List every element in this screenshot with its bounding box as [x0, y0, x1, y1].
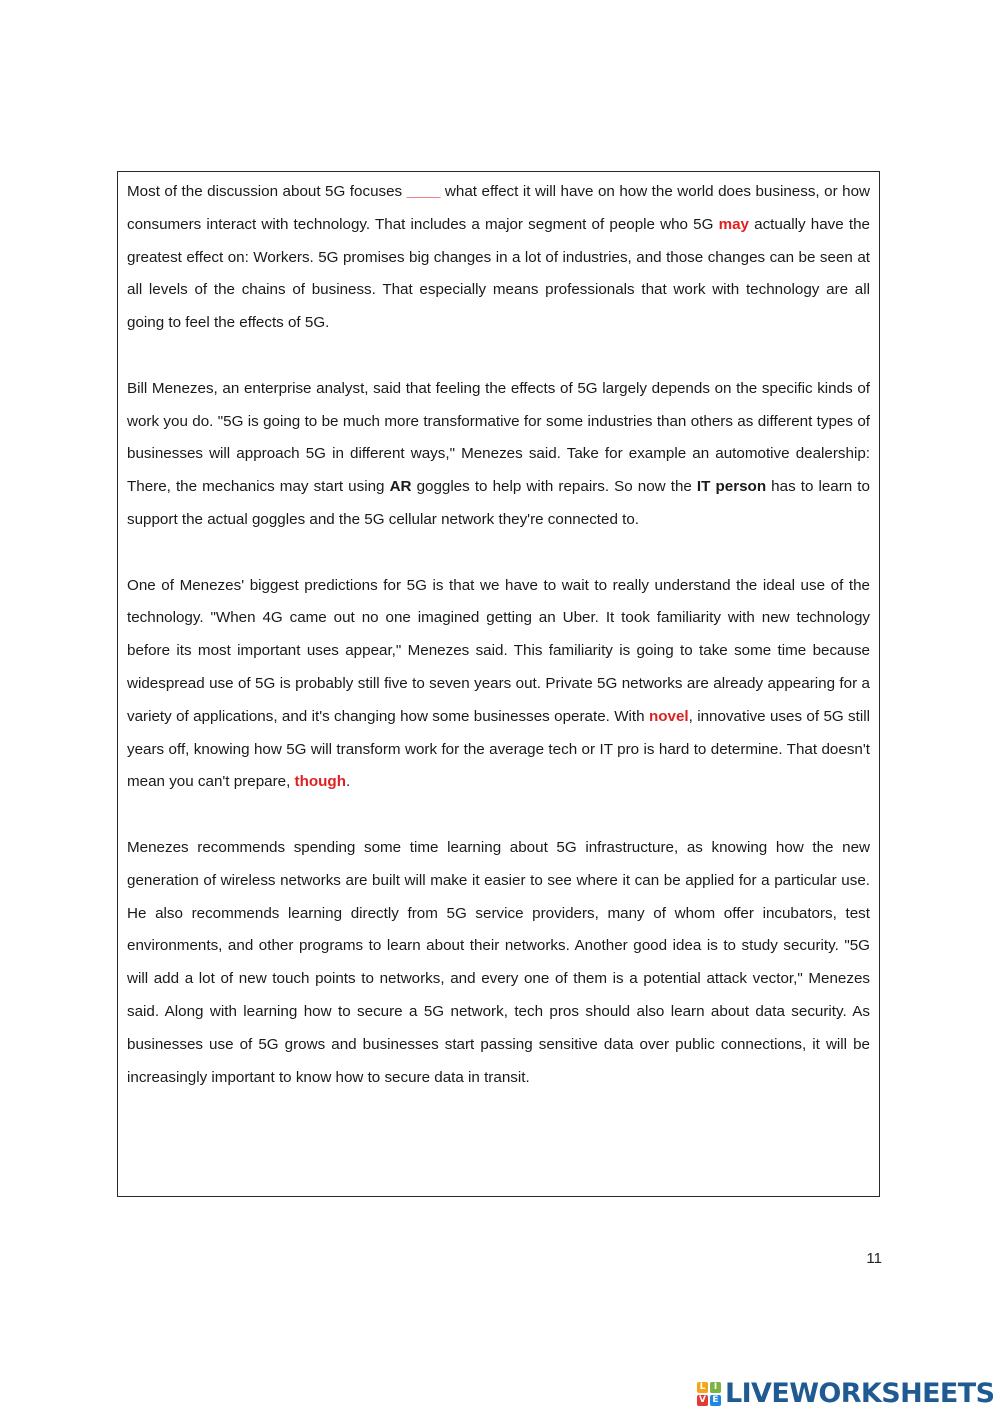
reading-passage-box — [117, 171, 880, 1197]
paragraph-text: One of Menezes' biggest predictions for 5G is that we have to wait to really understand the ideal use of the technology. "When 4G came out no one imagined getting an Uber. It took familiarity with new technology before its most important uses appear," Menezes said. This familiarity is going to take some time because widespread use of 5G is probably still five to seven years out. Private 5G networks are already appearing for a variety of applications, and it's changing how some businesses operate. With — [127, 576, 870, 725]
paragraph-text: . — [345, 773, 351, 791]
paragraph-text: Menezes recommends spending some time learning about 5G infrastructure, as knowing how the new generation of wireless networks are built will make it easier to see where it can be applied for a particular use. He also recommends learning directly from 5G service providers, many of whom offer incubators, test environments, and other programs to learn about their networks. Another good idea is to study security. "5G will add a lot of new touch points to networks, and every one of them is a potential attack vector," Menezes said. Along with learning how to secure a 5G network, tech pros should also learn about data security. As businesses use of 5G grows and businesses start passing sensitive data over public connections, it will be increasingly important to know how to secure data in transit. — [127, 838, 870, 1086]
paragraph-text: has to learn to support the actual goggles and the 5G cellular network they're connected to. — [127, 478, 870, 528]
logo-mark-letter: L — [697, 1382, 708, 1393]
logo-mark-letter: I — [710, 1382, 721, 1393]
fill-in-blank[interactable]: ____ — [406, 183, 441, 200]
highlighted-word-may: may — [718, 215, 749, 233]
paragraph-text: , innovative uses of 5G still years off, knowing how 5G will transform work for the average tech or IT pro is hard to determine. That doesn't mean you can't prepare, — [127, 707, 870, 791]
paragraph-1 — [127, 176, 870, 340]
paragraph-text: goggles to help with repairs. So now the — [411, 478, 697, 496]
paragraph-text: what effect it will have on how the world does business, or how consumers interact with technology. That includes a major segment of people who 5G — [127, 183, 870, 233]
paragraph-text: Bill Menezes, an enterprise analyst, said that feeling the effects of 5G largely depends on the specific kinds of work you do. "5G is going to be much more transformative for some industries than others as different types of businesses will approach 5G in different ways," Menezes said. Take for example an automotive dealership: There, the mechanics may start using — [127, 379, 870, 496]
liveworksheets-logo[interactable] — [697, 1377, 994, 1411]
paragraph-text: Most of the discussion about 5G focuses — [127, 183, 407, 200]
logo-mark-icon — [697, 1382, 721, 1406]
bold-term-ar: AR — [389, 478, 412, 496]
paragraph-4 — [127, 832, 870, 1094]
highlighted-word-though: though — [294, 773, 346, 791]
paragraph-2 — [127, 373, 870, 537]
paragraph-text: actually have the greatest effect on: Workers. 5G promises big changes in a lot of industries, and those changes can be seen at all levels of the chains of business. That especially means professionals that work with technology are all going to feel the effects of 5G. — [127, 215, 870, 332]
page-number: 11 — [866, 1250, 882, 1267]
logo-mark-letter: V — [697, 1395, 708, 1406]
logo-mark-letter: E — [710, 1395, 721, 1406]
bold-term-it-person: IT person — [696, 478, 767, 496]
highlighted-word-novel: novel — [648, 707, 689, 725]
logo-text: LIVEWORKSHEETS — [725, 1378, 995, 1409]
paragraph-3 — [127, 570, 870, 800]
